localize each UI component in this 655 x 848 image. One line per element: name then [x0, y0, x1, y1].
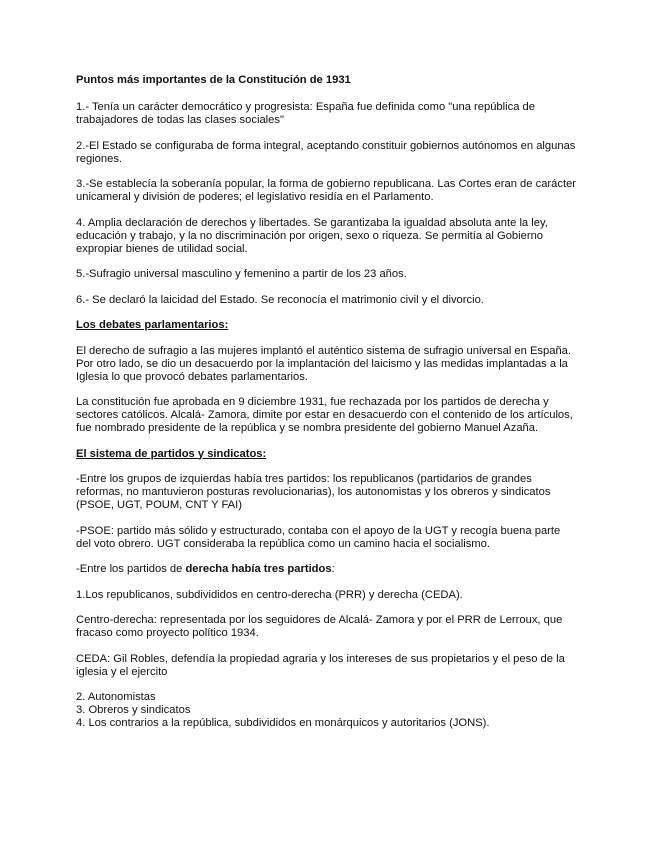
- right-intro-text: -Entre los partidos de: [76, 563, 186, 575]
- centro-derecha-paragraph: Centro-derecha: representada por los seguidores de Alcalá- Zamora y por el PRR de Lerroux, que fracaso como proyecto político 1934.: [76, 614, 563, 639]
- list-item: 2. Autonomistas: [76, 691, 156, 703]
- right-intro-bold: derecha había tres partidos: [185, 563, 332, 575]
- point-5: 5.-Sufragio universal masculino y femenino a partir de los 23 años.: [76, 268, 407, 280]
- document-title: Puntos más importantes de la Constitución de 1931: [76, 74, 351, 86]
- point-1: 1.- Tenía un carácter democrático y progresista: España fue definida como "una república de trabajadores de todas las clases sociales": [76, 101, 535, 126]
- left-parties-paragraph: -Entre los grupos de izquierdas había tres partidos: los republicanos (partidarios de grandes reformas, no mantuvieron posturas revolucionarias), los autonomistas y los obreros y sindicatos (PSOE, UGT, POUM, CNT Y FAI): [76, 473, 551, 511]
- list-item: 4. Los contrarios a la república, subdivididos en monárquicos y autoritarios (JONS).: [76, 717, 490, 729]
- debates-paragraph-1: El derecho de sufragio a las mujeres implantó el auténtico sistema de sufragio universal en España. Por otro lado, se dio un desacuerdo por la implantación del laicismo y las medidas implantadas a la Iglesia lo que provocó debates parlamentarios.: [76, 344, 572, 383]
- point-3: 3.-Se establecía la soberanía popular, la forma de gobierno republicana. Las Cortes eran de carácter unicameral y división de poderes; el legislativo residía en el Parlamento.: [76, 178, 577, 203]
- party-list: [76, 691, 576, 730]
- right-parties-intro: [76, 563, 576, 576]
- psoe-paragraph: -PSOE: partido más sólido y estructurado, contaba con el apoyo de la UGT y recogía buena parte del voto obrero. UGT consideraba la república como un camino hacia el socialismo.: [76, 524, 561, 550]
- point-4: 4. Amplia declaración de derechos y libertades. Se garantizaba la igualdad absoluta ante la ley, educación y trabajo, y la no discriminación por origen, sexo o riqueza. Se permitía al Gobierno expropiar bienes de utilidad social.: [76, 216, 548, 255]
- list-item: 3. Obreros y sindicatos: [76, 704, 191, 716]
- republicans-paragraph: 1.Los republicanos, subdivididos en centro-derecha (PRR) y derecha (CEDA).: [76, 588, 463, 601]
- debates-paragraph-2: La constitución fue aprobada en 9 diciembre 1931, fue rechazada por los partidos de derecha y sectores católicos. Alcalá- Zamora, dimite por estar en desacuerdo con el contenido de los artículos, fue nombrado presidente de la república y se nombra presidente del gobierno Manuel Azaña.: [76, 396, 573, 434]
- debates-heading: Los debates parlamentarios:: [76, 319, 229, 331]
- point-2: 2.-El Estado se configuraba de forma integral, aceptando constituir gobiernos autónomos en algunas regiones.: [76, 139, 576, 165]
- ceda-paragraph: CEDA: Gil Robles, defendía la propiedad agraria y los intereses de sus propietarios y el peso de la iglesia y el ejercito: [76, 652, 565, 678]
- point-6: 6.- Se declaró la laicidad del Estado. Se reconocía el matrimonio civil y el divorcio.: [76, 293, 484, 306]
- parties-heading: El sistema de partidos y sindicatos:: [76, 447, 267, 460]
- right-intro-colon: :: [331, 563, 335, 575]
- document-body: [76, 74, 576, 730]
